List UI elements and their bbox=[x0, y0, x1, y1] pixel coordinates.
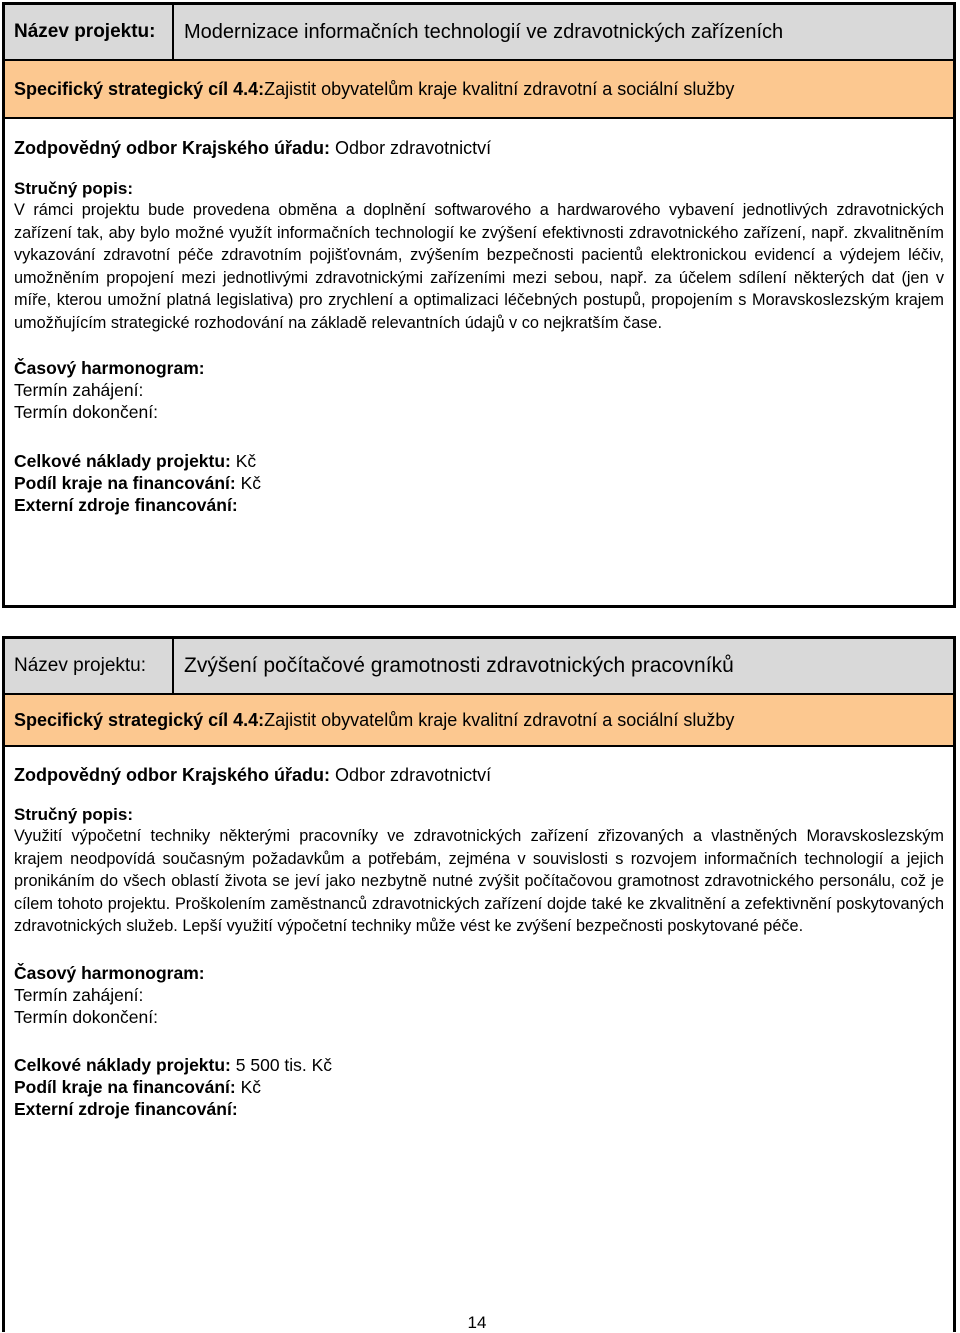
department-label: Zodpovědný odbor Krajského úřadu: bbox=[14, 138, 331, 158]
strategic-goal: Zajistit obyvatelům kraje kvalitní zdravotní a sociální služby bbox=[264, 78, 735, 99]
department: Odbor zdravotnictví bbox=[330, 138, 492, 158]
project-name: Zvýšení počítačové gramotnosti zdravotnických pracovníků bbox=[184, 654, 734, 677]
project-name-label: Název projektu: bbox=[5, 5, 174, 59]
external-funding-label: Externí zdroje financování: bbox=[14, 495, 238, 515]
strategic-goal: Zajistit obyvatelům kraje kvalitní zdravotní a sociální služby bbox=[264, 709, 735, 730]
strategic-goal-label: Specifický strategický cíl 4.4: bbox=[14, 78, 265, 99]
total-cost: Kč bbox=[230, 451, 257, 471]
region-share-label: Podíl kraje na financování: bbox=[14, 473, 236, 493]
project-card bbox=[2, 2, 956, 608]
total-cost-label: Celkové náklady projektu: bbox=[14, 451, 231, 471]
region-share: Kč bbox=[235, 1076, 262, 1097]
strategic-goal-label: Specifický strategický cíl 4.4: bbox=[14, 709, 265, 730]
description-heading: Stručný popis: bbox=[14, 179, 134, 198]
project-name-label: Název projektu: bbox=[5, 639, 174, 693]
project-card bbox=[2, 636, 956, 1332]
department-row bbox=[14, 765, 944, 786]
project-name: Modernizace informačních technologií ve zdravotnických zařízeních bbox=[184, 20, 784, 43]
total-cost-row bbox=[14, 1054, 944, 1076]
project-name-row bbox=[5, 5, 953, 61]
page-number: 14 bbox=[467, 1313, 487, 1332]
description-heading: Stručný popis: bbox=[14, 805, 134, 824]
start-date-label: Termín zahájení: bbox=[14, 380, 144, 400]
department: Odbor zdravotnictví bbox=[330, 765, 492, 785]
end-date-label: Termín dokončení: bbox=[14, 1006, 158, 1027]
start-date-label: Termín zahájení: bbox=[14, 984, 144, 1005]
total-cost-row bbox=[14, 450, 944, 472]
region-share: Kč bbox=[235, 473, 262, 493]
total-cost-label: Celkové náklady projektu: bbox=[14, 1054, 231, 1075]
region-share-label: Podíl kraje na financování: bbox=[14, 1076, 236, 1097]
department-row bbox=[14, 138, 944, 159]
description-text: V rámci projektu bude provedena obměna a doplnění softwarového a hardwarového vybavení jednotlivých zdravotnických zařízení tak, aby bylo možné využít informačních technologií ke zvýšení efektivnosti zdravotnického zařízení, např. zkvalitněním vykazování zdravotní péče zdravotním pojišťovnám, zvýšením bezpečnosti pacientů elektronickou evidencí a výdejem léčiv, umožněním propojení mezi jednotlivými zdravotnickými zařízeními mezi sebou, např. za účelem sdílení některých dat (jen v míře, kterou umožní platná legislativa) pro zrychlení a optimalizaci léčebných postupů, propojením s Moravskoslezským krajem umožňujícím strategické rozhodování na základě relevantních údajů v co nejkratším čase. bbox=[14, 201, 944, 332]
schedule-heading: Časový harmonogram: bbox=[14, 962, 205, 983]
region-share-row bbox=[14, 472, 944, 494]
total-cost: 5 500 tis. Kč bbox=[230, 1054, 333, 1075]
external-funding-label: Externí zdroje financování: bbox=[14, 1098, 238, 1119]
region-share-row bbox=[14, 1076, 944, 1098]
strategic-goal-row bbox=[5, 695, 953, 747]
end-date-label: Termín dokončení: bbox=[14, 402, 158, 422]
description-text: Využití výpočetní techniky některými pracovníky ve zdravotnických zařízení zřizovaných a vlastněných Moravskoslezským krajem neodpovídá současným požadavkům a potřebám, zejména v souvislosti s rozvojem informačních technologií a jejich pronikáním do všech oblastí života se jeví jako nezbytně nutné zvýšit počítačovou gramotnost zdravotnického personálu, což je cílem tohoto projektu. Proškolením zaměstnanců zdravotnických zařízení dojde také ke zkvalitnění a zefektivnění poskytovaných zdravotnických služeb. Lepší využití výpočetní techniky může vést ke zvýšení bezpečnosti poskytované péče. bbox=[14, 827, 944, 935]
project-name-row bbox=[5, 639, 953, 695]
strategic-goal-row bbox=[5, 61, 953, 119]
department-label: Zodpovědný odbor Krajského úřadu: bbox=[14, 765, 331, 785]
schedule-heading: Časový harmonogram: bbox=[14, 358, 205, 378]
